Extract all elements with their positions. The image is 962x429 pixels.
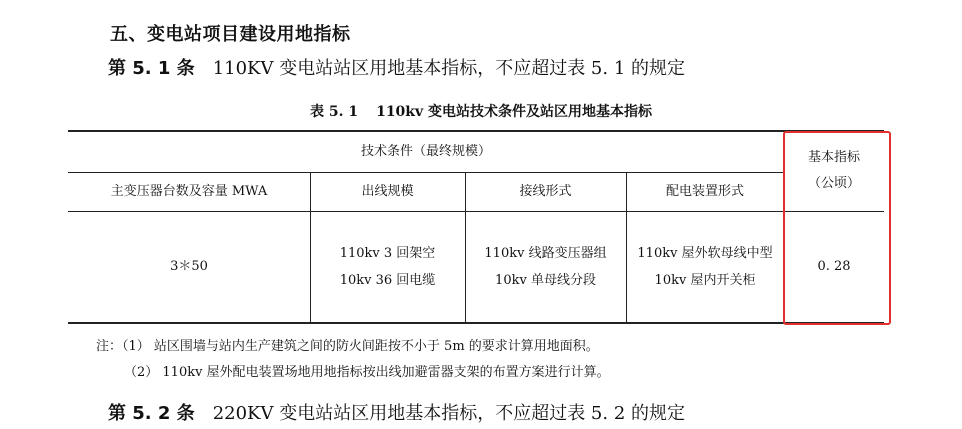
note-item-2: （2） 110kv 屋外配电装置场地用地指标按出线加避雷器支架的布置方案进行计算。 <box>124 365 610 380</box>
table-bottom-rule <box>68 322 884 324</box>
section-title: 五、变电站项目建设用地指标 <box>110 24 351 45</box>
cell-outlet-line1: 110kv 3 回架空 <box>339 246 436 261</box>
table-caption <box>0 101 962 121</box>
table-title: 110kv 变电站技术条件及站区用地基本指标 <box>376 104 653 120</box>
note-2 <box>124 361 610 380</box>
cell-switchgear-line1: 110kv 屋外软母线中型 <box>637 246 773 261</box>
highlight-box <box>783 131 891 325</box>
cell-basic-index: 0. 28 <box>817 259 851 274</box>
cell-capacity: 3＊50 <box>170 259 208 274</box>
article-5-1 <box>108 54 685 80</box>
cell-switchgear-line2: 10kv 屋内开关柜 <box>654 273 756 288</box>
table-top-rule <box>68 130 884 132</box>
note-label: 注： <box>96 339 123 354</box>
note-item-1: （1） 站区围墙与站内生产建筑之间的防火间距按不小于 5m 的要求计算用地面积。 <box>122 339 599 354</box>
col-header-outlet: 出线规模 <box>361 184 414 199</box>
cell-wiring-line1: 110kv 线路变压器组 <box>484 246 607 261</box>
cell-wiring-line2: 10kv 单母线分段 <box>495 273 596 288</box>
article-5-2 <box>108 399 685 425</box>
col-header-switchgear: 配电装置形式 <box>665 184 744 199</box>
article-text: 110KV 变电站站区用地基本指标，不应超过表 5. 1 的规定 <box>212 58 686 79</box>
article-text: 220KV 变电站站区用地基本指标，不应超过表 5. 2 的规定 <box>212 403 686 424</box>
group-header: 技术条件（最终规模） <box>360 144 491 159</box>
cell-outlet-line2: 10kv 36 回电缆 <box>339 273 436 288</box>
basic-index-header-line2: （公顷） <box>807 176 860 191</box>
group-header-rule <box>68 172 784 173</box>
article-number: 第 5. 2 条 <box>108 403 195 424</box>
table-number: 表 5. 1 <box>309 104 359 120</box>
note-1 <box>96 335 599 354</box>
basic-index-header-line1: 基本指标 <box>807 150 860 165</box>
header-bottom-rule <box>68 211 884 212</box>
col-header-wiring: 接线形式 <box>519 184 572 199</box>
col-header-capacity: 主变压器台数及容量 MWA <box>110 184 268 199</box>
article-number: 第 5. 1 条 <box>108 58 195 79</box>
